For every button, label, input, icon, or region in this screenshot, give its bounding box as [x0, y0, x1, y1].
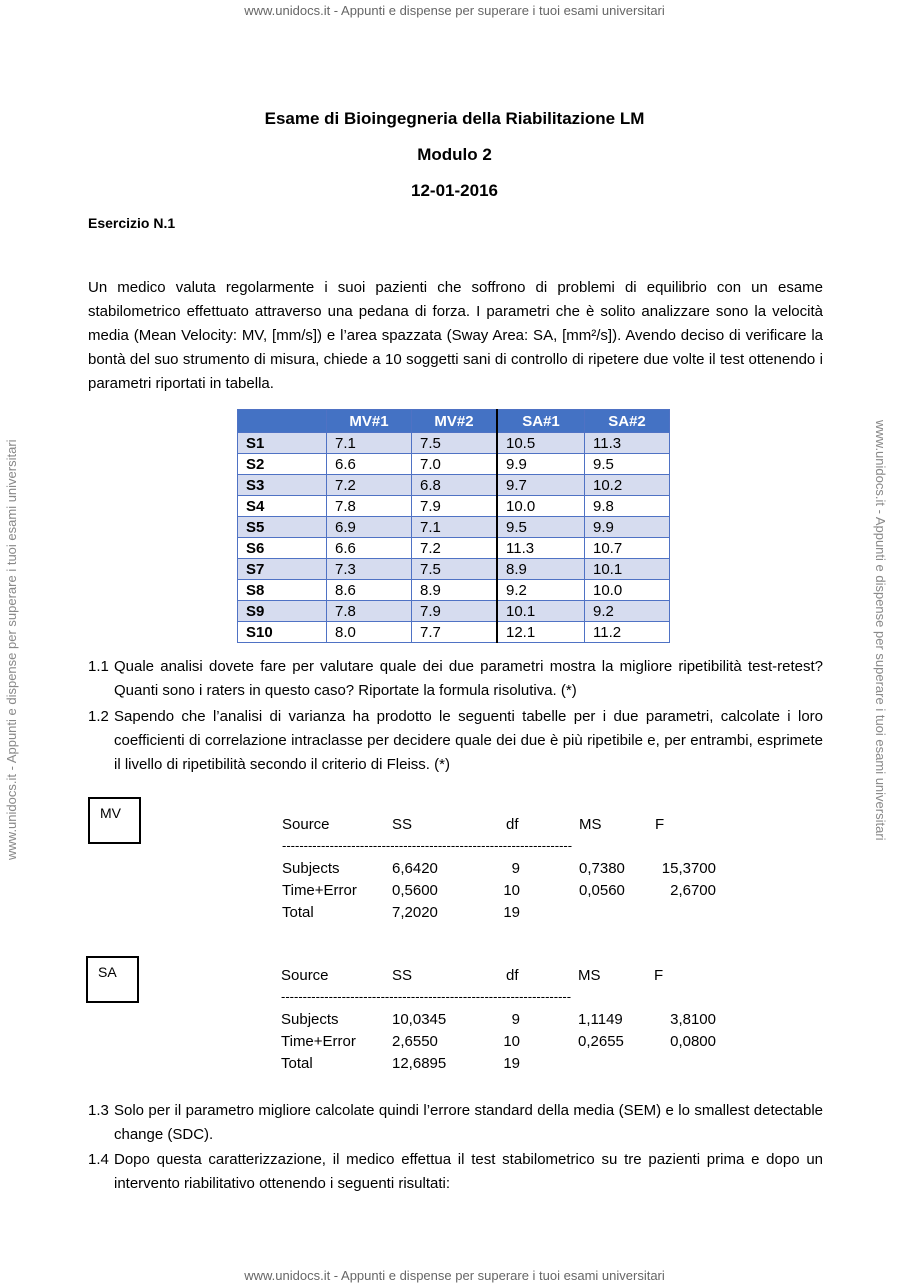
table-header-mv2: MV#2	[412, 410, 498, 433]
table-cell-sa1: 9.5	[497, 517, 585, 538]
anova-header-ms: MS	[578, 967, 601, 984]
table-cell-mv2: 7.5	[412, 433, 498, 454]
anova-cell-ms: 0,2655	[578, 1033, 624, 1050]
question-1-3	[88, 1099, 823, 1147]
anova-cell-df: 10	[503, 1033, 520, 1050]
question-text: Sapendo che l’analisi di varianza ha prodotto le seguenti tabelle per i due parametri, calcolate i loro coefficienti di correlazione intraclasse per decidere quale dei due è più ripetibile e, per entrambi, esprimete il livello di ripetibilità secondo il criterio di Fleiss. (*)	[114, 708, 823, 773]
table-cell-sa2: 11.2	[585, 622, 670, 643]
anova-cell-ms: 0,0560	[579, 882, 625, 899]
table-cell-mv1: 6.6	[327, 538, 412, 559]
table-header-sa2: SA#2	[585, 410, 670, 433]
table-cell-mv1: 7.2	[327, 475, 412, 496]
table-cell-sa2: 11.3	[585, 433, 670, 454]
table-header-sa1: SA#1	[497, 410, 585, 433]
anova-table-sa	[281, 967, 721, 1072]
table-cell-mv2: 7.7	[412, 622, 498, 643]
anova-header-df: df	[506, 816, 519, 833]
question-number: 1.1	[88, 658, 109, 675]
table-cell-sa1: 8.9	[497, 559, 585, 580]
table-cell-mv1: 7.3	[327, 559, 412, 580]
table-cell-sa2: 9.2	[585, 601, 670, 622]
anova-cell-source: Total	[282, 904, 314, 921]
table-cell-sa1: 10.0	[497, 496, 585, 517]
anova-cell-f: 2,6700	[670, 882, 716, 899]
table-cell-sa2: 9.5	[585, 454, 670, 475]
table-cell-row-id: S5	[238, 517, 327, 538]
table-cell-row-id: S6	[238, 538, 327, 559]
table-cell-mv1: 8.0	[327, 622, 412, 643]
anova-cell-ms: 0,7380	[579, 860, 625, 877]
table-row	[238, 622, 670, 643]
anova-cell-ss: 0,5600	[392, 882, 438, 899]
question-1-4	[88, 1148, 823, 1196]
watermark-right: www.unidocs.it - Appunti e dispense per superare i tuoi esami universitari	[873, 420, 888, 841]
table-cell-row-id: S8	[238, 580, 327, 601]
table-header-blank	[238, 410, 327, 433]
table-cell-mv1: 7.8	[327, 496, 412, 517]
table-cell-row-id: S2	[238, 454, 327, 475]
table-cell-mv1: 7.1	[327, 433, 412, 454]
anova-cell-f: 0,0800	[670, 1033, 716, 1050]
table-cell-row-id: S7	[238, 559, 327, 580]
table-cell-sa1: 9.7	[497, 475, 585, 496]
table-row	[238, 454, 670, 475]
anova-cell-f: 3,8100	[670, 1011, 716, 1028]
table-cell-sa1: 11.3	[497, 538, 585, 559]
anova-header-source: Source	[281, 967, 329, 984]
watermark-left: www.unidocs.it - Appunti e dispense per superare i tuoi esami universitari	[4, 439, 19, 860]
table-row	[238, 496, 670, 517]
anova-cell-df: 10	[503, 882, 520, 899]
anova-header-ss: SS	[392, 816, 413, 833]
table-cell-sa1: 10.5	[497, 433, 585, 454]
table-cell-sa2: 10.2	[585, 475, 670, 496]
table-cell-row-id: S4	[238, 496, 327, 517]
anova-header-f: F	[654, 967, 664, 984]
table-row	[238, 601, 670, 622]
exam-title: Esame di Bioingegneria della Riabilitazione LM	[264, 109, 645, 128]
anova-cell-ss: 7,2020	[392, 904, 438, 921]
table-cell-mv1: 6.6	[327, 454, 412, 475]
anova-header-f: F	[655, 816, 665, 833]
question-number: 1.2	[88, 708, 109, 725]
question-1-1	[88, 655, 823, 703]
anova-cell-ss: 12,6895	[392, 1055, 447, 1072]
table-cell-row-id: S1	[238, 433, 327, 454]
table-cell-mv2: 7.1	[412, 517, 498, 538]
question-text: Solo per il parametro migliore calcolate quindi l’errore standard della media (SEM) e lo smallest detectable change (SDC).	[114, 1102, 823, 1143]
table-cell-mv1: 7.8	[327, 601, 412, 622]
table-cell-row-id: S9	[238, 601, 327, 622]
table-cell-mv2: 7.5	[412, 559, 498, 580]
exam-date: 12-01-2016	[411, 181, 498, 200]
anova-cell-df: 9	[511, 860, 520, 877]
anova-cell-f: 15,3700	[661, 860, 716, 877]
table-header-mv1: MV#1	[327, 410, 412, 433]
anova-cell-ss: 2,6550	[392, 1033, 438, 1050]
table-cell-sa1: 12.1	[497, 622, 585, 643]
table-cell-mv2: 7.0	[412, 454, 498, 475]
sa-label-box: SA	[86, 956, 139, 1003]
question-number: 1.3	[88, 1102, 109, 1119]
table-cell-mv2: 8.9	[412, 580, 498, 601]
table-cell-row-id: S10	[238, 622, 327, 643]
anova-cell-ms: 1,1149	[578, 1011, 623, 1028]
table-row	[238, 538, 670, 559]
anova-header-df: df	[506, 967, 519, 984]
intro-paragraph: Un medico valuta regolarmente i suoi pazienti che soffrono di problemi di equilibrio con un esame stabilometrico effettuato attraverso una pedana di forza. I parametri che è solito analizzare sono la velocità media (Mean Velocity: MV, [mm/s]) e l’area spazzata (Sway Area: SA, [mm²/s]). Avendo deciso di verificare la bontà del suo strumento di misura, chiede a 10 soggetti sani di controllo di ripetere due volte il test ottenendo i parametri riportati in tabella.	[88, 279, 823, 392]
table-cell-mv2: 6.8	[412, 475, 498, 496]
measurements-table	[237, 409, 670, 643]
mv-label-box: MV	[88, 797, 141, 844]
table-cell-sa2: 9.8	[585, 496, 670, 517]
anova-header-ms: MS	[579, 816, 602, 833]
question-number: 1.4	[88, 1151, 109, 1168]
anova-cell-ss: 10,0345	[392, 1011, 447, 1028]
anova-cell-source: Subjects	[282, 860, 340, 877]
question-1-2	[88, 705, 823, 777]
table-row	[238, 475, 670, 496]
table-cell-sa1: 9.2	[497, 580, 585, 601]
table-cell-row-id: S3	[238, 475, 327, 496]
anova-cell-source: Time+Error	[281, 1033, 356, 1050]
table-row	[238, 580, 670, 601]
exercise-label: Esercizio N.1	[88, 215, 176, 231]
table-cell-mv1: 8.6	[327, 580, 412, 601]
anova-cell-df: 19	[503, 1055, 520, 1072]
watermark-bottom: www.unidocs.it - Appunti e dispense per superare i tuoi esami universitari	[244, 1268, 665, 1283]
table-cell-sa2: 9.9	[585, 517, 670, 538]
table-row	[238, 517, 670, 538]
table-cell-mv2: 7.9	[412, 496, 498, 517]
anova-separator: -------------------------------------------------------------------	[281, 989, 572, 1004]
question-text: Dopo questa caratterizzazione, il medico effettua il test stabilometrico su tre pazienti prima e dopo un intervento riabilitativo ottenendo i seguenti risultati:	[114, 1151, 823, 1192]
question-text: Quale analisi dovete fare per valutare quale dei due parametri mostra la migliore ripetibilità test-retest? Quanti sono i raters in questo caso? Riportate la formula risolutiva. (*)	[114, 658, 823, 699]
table-cell-mv2: 7.9	[412, 601, 498, 622]
anova-header-ss: SS	[392, 967, 413, 984]
anova-cell-source: Subjects	[281, 1011, 339, 1028]
table-cell-mv1: 6.9	[327, 517, 412, 538]
table-cell-sa2: 10.0	[585, 580, 670, 601]
anova-table-mv	[282, 816, 722, 921]
anova-cell-source: Time+Error	[282, 882, 357, 899]
table-row	[238, 433, 670, 454]
anova-cell-source: Total	[281, 1055, 313, 1072]
watermark-top: www.unidocs.it - Appunti e dispense per superare i tuoi esami universitari	[244, 3, 665, 18]
table-cell-sa1: 9.9	[497, 454, 585, 475]
module-title: Modulo 2	[417, 145, 492, 164]
table-cell-sa2: 10.1	[585, 559, 670, 580]
anova-cell-df: 19	[503, 904, 520, 921]
table-cell-sa2: 10.7	[585, 538, 670, 559]
anova-header-source: Source	[282, 816, 330, 833]
table-cell-mv2: 7.2	[412, 538, 498, 559]
table-row	[238, 559, 670, 580]
anova-cell-df: 9	[511, 1011, 520, 1028]
table-cell-sa1: 10.1	[497, 601, 585, 622]
anova-separator: -------------------------------------------------------------------	[282, 838, 573, 853]
anova-cell-ss: 6,6420	[392, 860, 438, 877]
